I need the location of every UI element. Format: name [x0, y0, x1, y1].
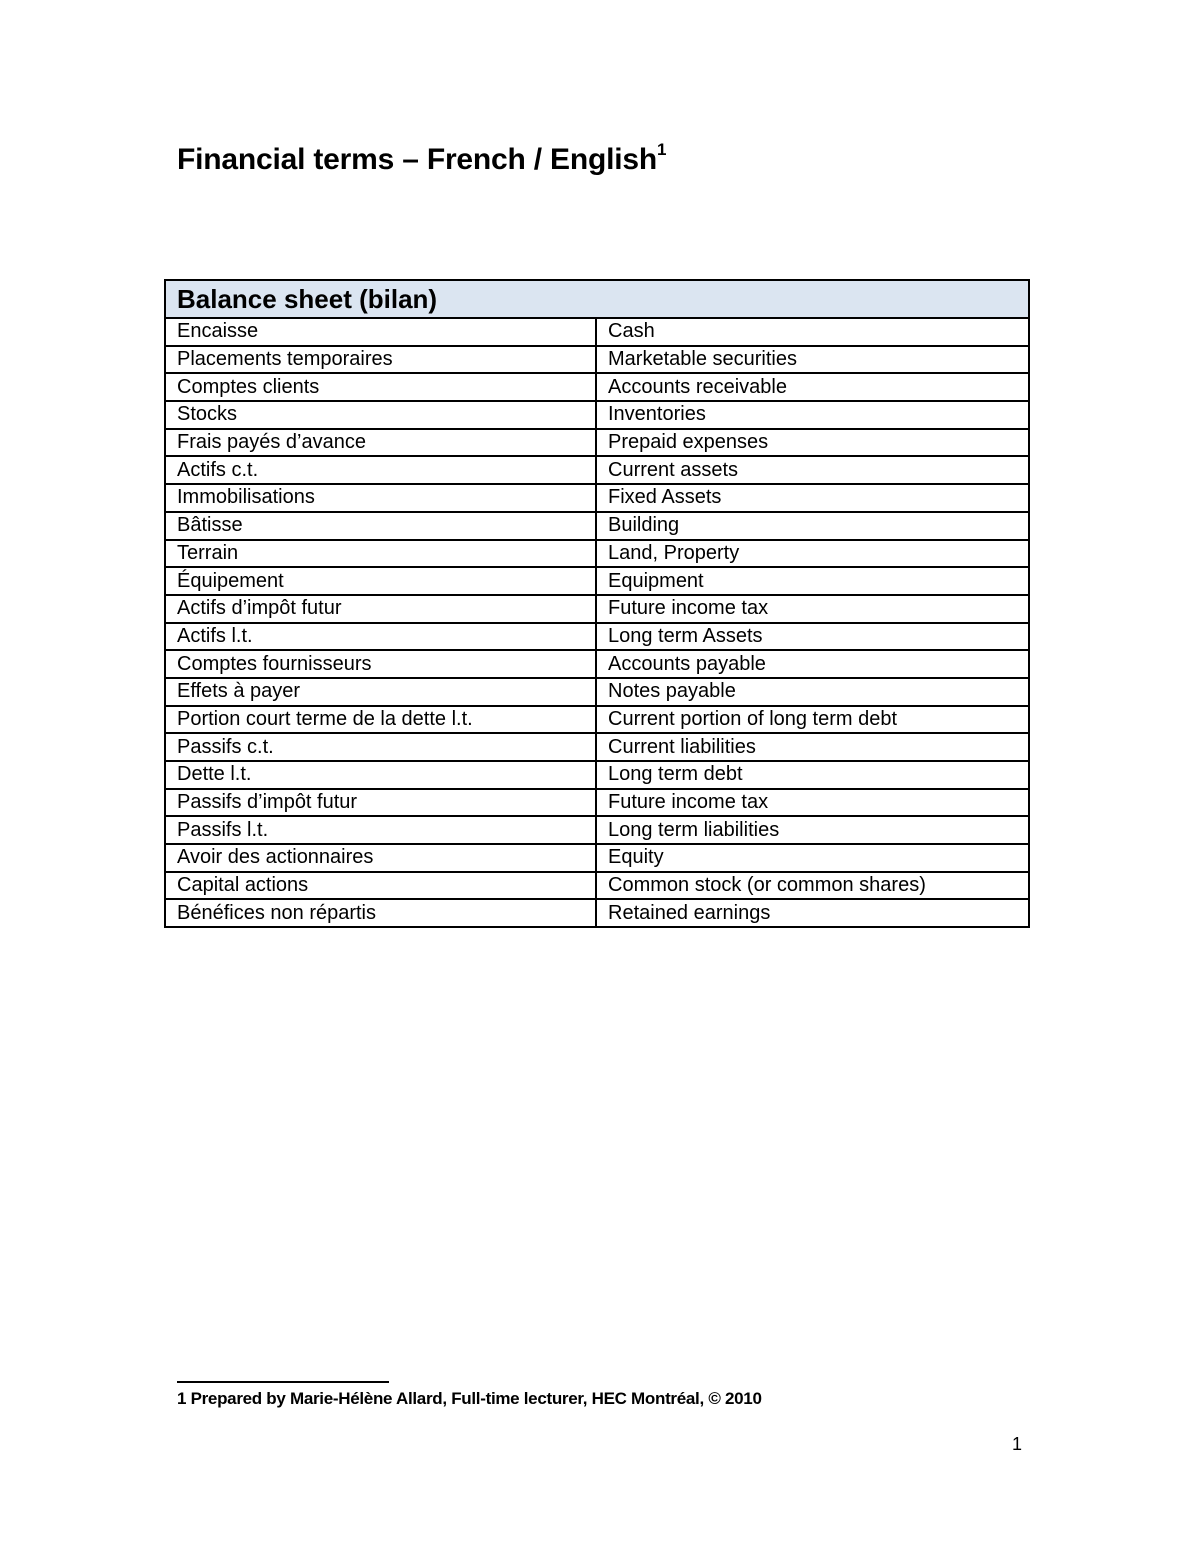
french-term-cell: Passifs d’impôt futur [165, 789, 596, 817]
table-row [165, 844, 1029, 872]
french-term-cell: Bénéfices non répartis [165, 899, 596, 927]
french-term-cell: Passifs l.t. [165, 816, 596, 844]
document-title-text: Financial terms – French / English [177, 143, 657, 176]
french-term-cell: Effets à payer [165, 678, 596, 706]
french-term-cell: Terrain [165, 540, 596, 568]
french-term-cell: Actifs l.t. [165, 623, 596, 651]
english-term-cell: Long term Assets [596, 623, 1029, 651]
french-term-cell: Encaisse [165, 318, 596, 346]
table-row [165, 567, 1029, 595]
french-term-cell: Bâtisse [165, 512, 596, 540]
french-term-cell: Dette l.t. [165, 761, 596, 789]
english-term-cell: Future income tax [596, 595, 1029, 623]
table-row [165, 318, 1029, 346]
english-term-cell: Accounts payable [596, 650, 1029, 678]
table-row [165, 429, 1029, 457]
english-term-cell: Marketable securities [596, 346, 1029, 374]
english-term-cell: Current portion of long term debt [596, 706, 1029, 734]
french-term-cell: Stocks [165, 401, 596, 429]
table-row [165, 540, 1029, 568]
title-footnote-ref: 1 [657, 140, 667, 159]
french-term-cell: Placements temporaires [165, 346, 596, 374]
section-title: Balance sheet (bilan) [165, 280, 1029, 318]
english-term-cell: Long term liabilities [596, 816, 1029, 844]
english-term-cell: Equity [596, 844, 1029, 872]
page-number: 1 [1012, 1434, 1023, 1454]
english-term-cell: Fixed Assets [596, 484, 1029, 512]
table-row [165, 456, 1029, 484]
table-row [165, 373, 1029, 401]
french-term-cell: Avoir des actionnaires [165, 844, 596, 872]
table-row [165, 346, 1029, 374]
french-term-cell: Frais payés d’avance [165, 429, 596, 457]
table-row [165, 706, 1029, 734]
table-row [165, 816, 1029, 844]
english-term-cell: Current assets [596, 456, 1029, 484]
english-term-cell: Cash [596, 318, 1029, 346]
table-row [165, 899, 1029, 927]
french-term-cell: Actifs d’impôt futur [165, 595, 596, 623]
french-term-cell: Capital actions [165, 872, 596, 900]
english-term-cell: Equipment [596, 567, 1029, 595]
english-term-cell: Prepaid expenses [596, 429, 1029, 457]
english-term-cell: Land, Property [596, 540, 1029, 568]
english-term-cell: Notes payable [596, 678, 1029, 706]
table-row [165, 872, 1029, 900]
english-term-cell: Future income tax [596, 789, 1029, 817]
table-row [165, 678, 1029, 706]
french-term-cell: Actifs c.t. [165, 456, 596, 484]
footnote: 1 Prepared by Marie-Hélène Allard, Full-time lecturer, HEC Montréal, © 2010 [177, 1389, 762, 1408]
french-term-cell: Comptes clients [165, 373, 596, 401]
terms-table [164, 279, 1030, 928]
english-term-cell: Retained earnings [596, 899, 1029, 927]
table-row [165, 623, 1029, 651]
table-header-row [165, 280, 1029, 318]
french-term-cell: Portion court terme de la dette l.t. [165, 706, 596, 734]
term-rows [165, 318, 1029, 927]
english-term-cell: Common stock (or common shares) [596, 872, 1029, 900]
table-row [165, 484, 1029, 512]
table-row [165, 401, 1029, 429]
table-row [165, 512, 1029, 540]
table-row [165, 595, 1029, 623]
french-term-cell: Comptes fournisseurs [165, 650, 596, 678]
french-term-cell: Immobilisations [165, 484, 596, 512]
english-term-cell: Building [596, 512, 1029, 540]
english-term-cell: Long term debt [596, 761, 1029, 789]
french-term-cell: Passifs c.t. [165, 733, 596, 761]
english-term-cell: Current liabilities [596, 733, 1029, 761]
document-title [177, 140, 667, 177]
english-term-cell: Accounts receivable [596, 373, 1029, 401]
table-row [165, 733, 1029, 761]
table-row [165, 650, 1029, 678]
english-term-cell: Inventories [596, 401, 1029, 429]
table-row [165, 761, 1029, 789]
footnote-separator [177, 1381, 389, 1383]
table-row [165, 789, 1029, 817]
french-term-cell: Équipement [165, 567, 596, 595]
